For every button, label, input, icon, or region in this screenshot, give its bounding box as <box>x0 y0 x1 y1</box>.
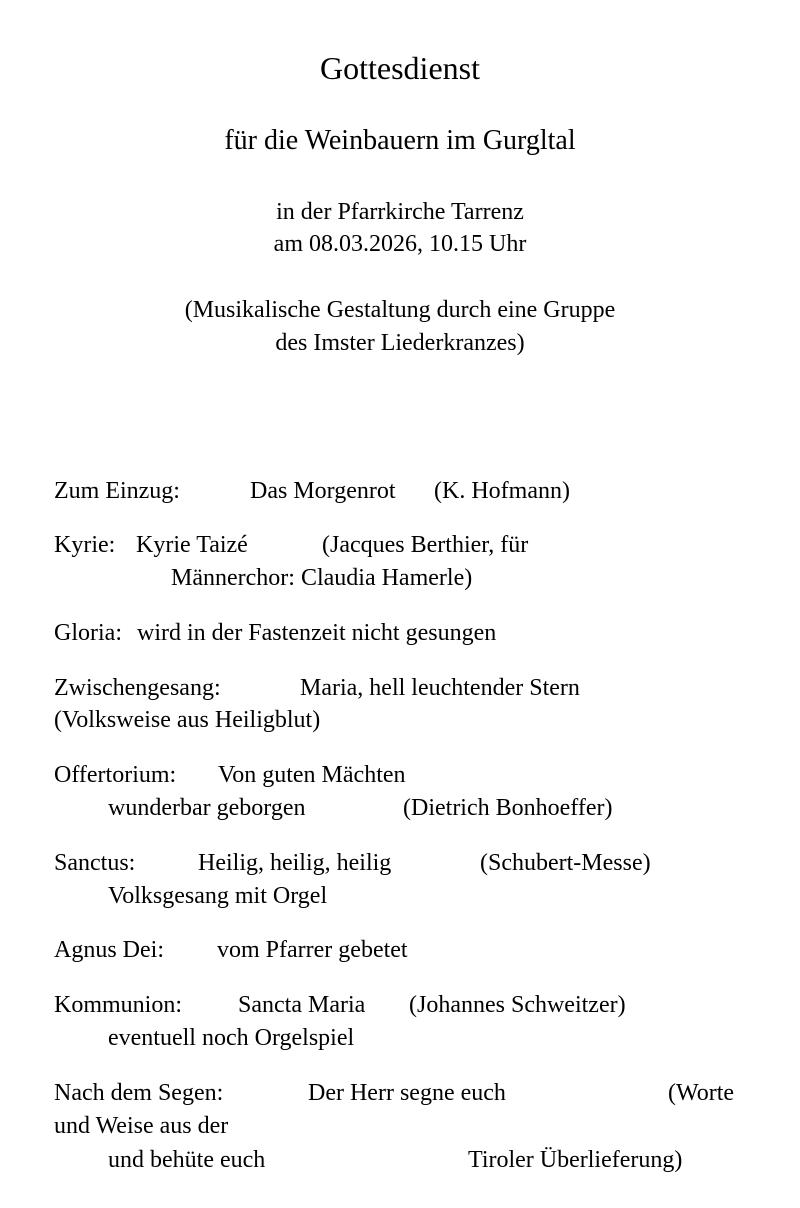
item-credit-end: Tiroler Überlieferung) <box>468 1147 683 1173</box>
item-title: Von guten Mächten <box>218 762 406 788</box>
item-label: Agnus Dei: <box>54 937 164 963</box>
item-credit: (Volksweise aus Heiligblut) <box>54 707 321 733</box>
page-title: Gottesdienst <box>320 50 480 86</box>
item-label: Zum Einzug: <box>54 478 180 504</box>
item-note: Volksgesang mit Orgel <box>108 883 328 909</box>
item-title-continued: und behüte euch <box>108 1147 266 1173</box>
item-label: Zwischengesang: <box>54 675 221 701</box>
date-line: am 08.03.2026, 10.15 Uhr <box>273 231 527 257</box>
page-subtitle: für die Weinbauern im Gurgltal <box>224 125 576 156</box>
item-label: Gloria: <box>54 620 122 646</box>
item-credit-continued: und Weise aus der <box>54 1113 229 1139</box>
item-credit: (K. Hofmann) <box>434 478 570 504</box>
item-credit-continued: Männerchor: Claudia Hamerle) <box>171 565 473 591</box>
item-label: Offertorium: <box>54 762 177 788</box>
item-credit: (Worte <box>668 1080 735 1106</box>
item-label: Kommunion: <box>54 992 183 1018</box>
item-credit: (Schubert-Messe) <box>480 850 651 876</box>
item-label: Sanctus: <box>54 850 136 876</box>
item-label: Kyrie: <box>54 532 116 558</box>
item-label: Nach dem Segen: <box>54 1080 224 1106</box>
music-credit-line-2: des Imster Liederkranzes) <box>275 330 525 356</box>
item-text: wird in der Fastenzeit nicht gesungen <box>137 620 497 646</box>
item-title: Maria, hell leuchtender Stern <box>300 675 580 701</box>
item-title: Das Morgenrot <box>250 478 396 504</box>
item-credit: (Johannes Schweitzer) <box>409 992 626 1018</box>
item-text: vom Pfarrer gebetet <box>217 937 408 963</box>
item-title: Kyrie Taizé <box>136 532 248 558</box>
item-title: Der Herr segne euch <box>308 1080 506 1106</box>
item-credit: (Jacques Berthier, für <box>322 532 529 558</box>
music-credit-line-1: (Musikalische Gestaltung durch eine Gruppe <box>184 297 616 323</box>
location-line: in der Pfarrkirche Tarrenz <box>276 199 524 225</box>
item-title-continued: wunderbar geborgen <box>108 795 306 821</box>
item-title: Heilig, heilig, heilig <box>198 850 392 876</box>
item-note: eventuell noch Orgelspiel <box>108 1025 355 1051</box>
item-title: Sancta Maria <box>238 992 366 1018</box>
item-credit: (Dietrich Bonhoeffer) <box>403 795 613 821</box>
